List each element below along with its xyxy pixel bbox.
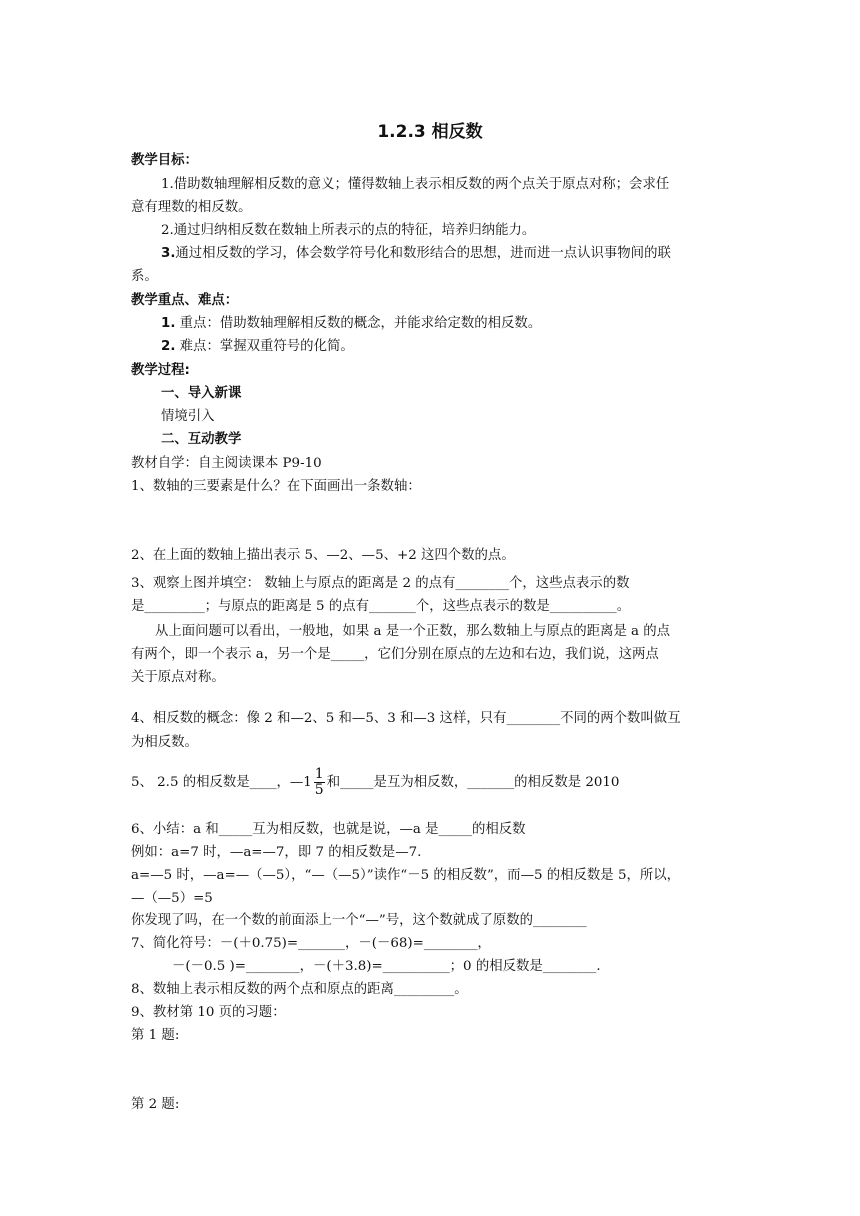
exercise-2-label: 第 2 题: (131, 1097, 180, 1112)
process-heading: 教学过程: (131, 363, 190, 378)
self-study-line: 教材自学：自主阅读课本 P9-10 (131, 456, 322, 471)
objective-2: 2.通过归纳相反数在数轴上所表示的点的特征，培养归纳能力。 (161, 223, 536, 238)
question-2: 2、在上面的数轴上描出表示 5、—2、—5、+2 这四个数的点。 (131, 548, 515, 563)
fraction-one-fifth (314, 767, 325, 798)
key-point-1 (161, 314, 541, 334)
question-4-line-2: 为相反数。 (131, 735, 198, 750)
example-1: 例如：a=7 时，—a=—7，即 7 的相反数是—7. (131, 845, 422, 860)
key-point-1-number: 1. (161, 316, 176, 331)
example-2-line-2: —（—5）=5 (131, 891, 213, 906)
key-point-1-text: 重点：借助数轴理解相反数的概念，并能求给定数的相反数。 (175, 316, 542, 331)
key-point-2-number: 2. (161, 339, 176, 354)
fraction-numerator: 1 (314, 766, 324, 782)
objective-3-text: 通过相反数的学习，体会数学符号化和数形结合的思想，进而进一点认识事物间的联 (175, 246, 671, 261)
question-5-suffix: 和_____是互为相反数，_______的相反数是 2010 (326, 775, 620, 790)
question-9: 9、教材第 10 页的习题： (131, 1005, 286, 1020)
question-3-line-3: 从上面问题可以看出，一般地，如果 a 是一个正数，那么数轴上与原点的距离是 a 的点 (155, 624, 671, 639)
question-1: 1、数轴的三要素是什么？在下面画出一条数轴： (131, 479, 421, 494)
question-5-prefix: 5、 2.5 的相反数是____，—1 (131, 775, 312, 790)
question-8: 8、数轴上表示相反数的两个点和原点的距离_________。 (131, 982, 468, 997)
objective-3-number: 3. (161, 246, 176, 261)
question-3-line-1: 3、观察上图并填空： 数轴上与原点的距离是 2 的点有________个，这些点表示的数 (131, 576, 630, 591)
section-intro-text: 情境引入 (161, 409, 215, 424)
question-3-line-2: 是_________；与原点的距离是 5 的点有_______个，这些点表示的数是__________。 (131, 599, 631, 614)
question-7-line-1: 7、简化符号：－(＋0.75)=_______，－(－68)=________， (131, 936, 491, 951)
key-point-2-text: 难点：掌握双重符号的化简。 (175, 339, 354, 354)
fraction-denominator: 5 (314, 782, 324, 798)
question-3-line-4: 有两个，即一个表示 a，另一个是_____，它们分别在原点的左边和右边，我们说，这两点 (131, 647, 659, 662)
page-title: 1.2.3 相反数 (377, 122, 483, 142)
example-2-line-1: a=—5 时，—a=—（—5），“—（—5）”读作“－5 的相反数”，而—5 的相反数是 5，所以， (131, 868, 681, 883)
section-interactive-heading: 二、互动教学 (161, 432, 242, 447)
discover-line: 你发现了吗，在一个数的前面添上一个“—”号，这个数就成了原数的________ (131, 913, 587, 928)
objective-1-line-1: 1.借助数轴理解相反数的意义；懂得数轴上表示相反数的两个点关于原点对称；会求任 (161, 177, 670, 192)
question-3-line-5: 关于原点对称。 (131, 670, 225, 685)
question-7-line-2: －(－0.5 )=________，－(＋3.8)=__________；0 的相反数是________. (172, 959, 601, 974)
objectives-heading: 教学目标： (131, 153, 198, 168)
question-5 (131, 764, 619, 802)
key-point-2 (161, 337, 354, 357)
question-4-line-1: 4、相反数的概念：像 2 和—2、5 和—5、3 和—3 这样，只有________不同的两个数叫做互 (131, 711, 681, 726)
section-intro-heading: 一、导入新课 (161, 386, 242, 401)
objective-3-line-1 (161, 244, 671, 264)
key-points-heading: 教学重点、难点： (131, 293, 239, 308)
question-6: 6、小结：a 和_____互为相反数，也就是说，—a 是_____的相反数 (131, 822, 526, 837)
objective-3-line-2: 系。 (131, 269, 158, 284)
exercise-1-label: 第 1 题: (131, 1028, 180, 1043)
objective-1-line-2: 意有理数的相反数。 (131, 200, 252, 215)
